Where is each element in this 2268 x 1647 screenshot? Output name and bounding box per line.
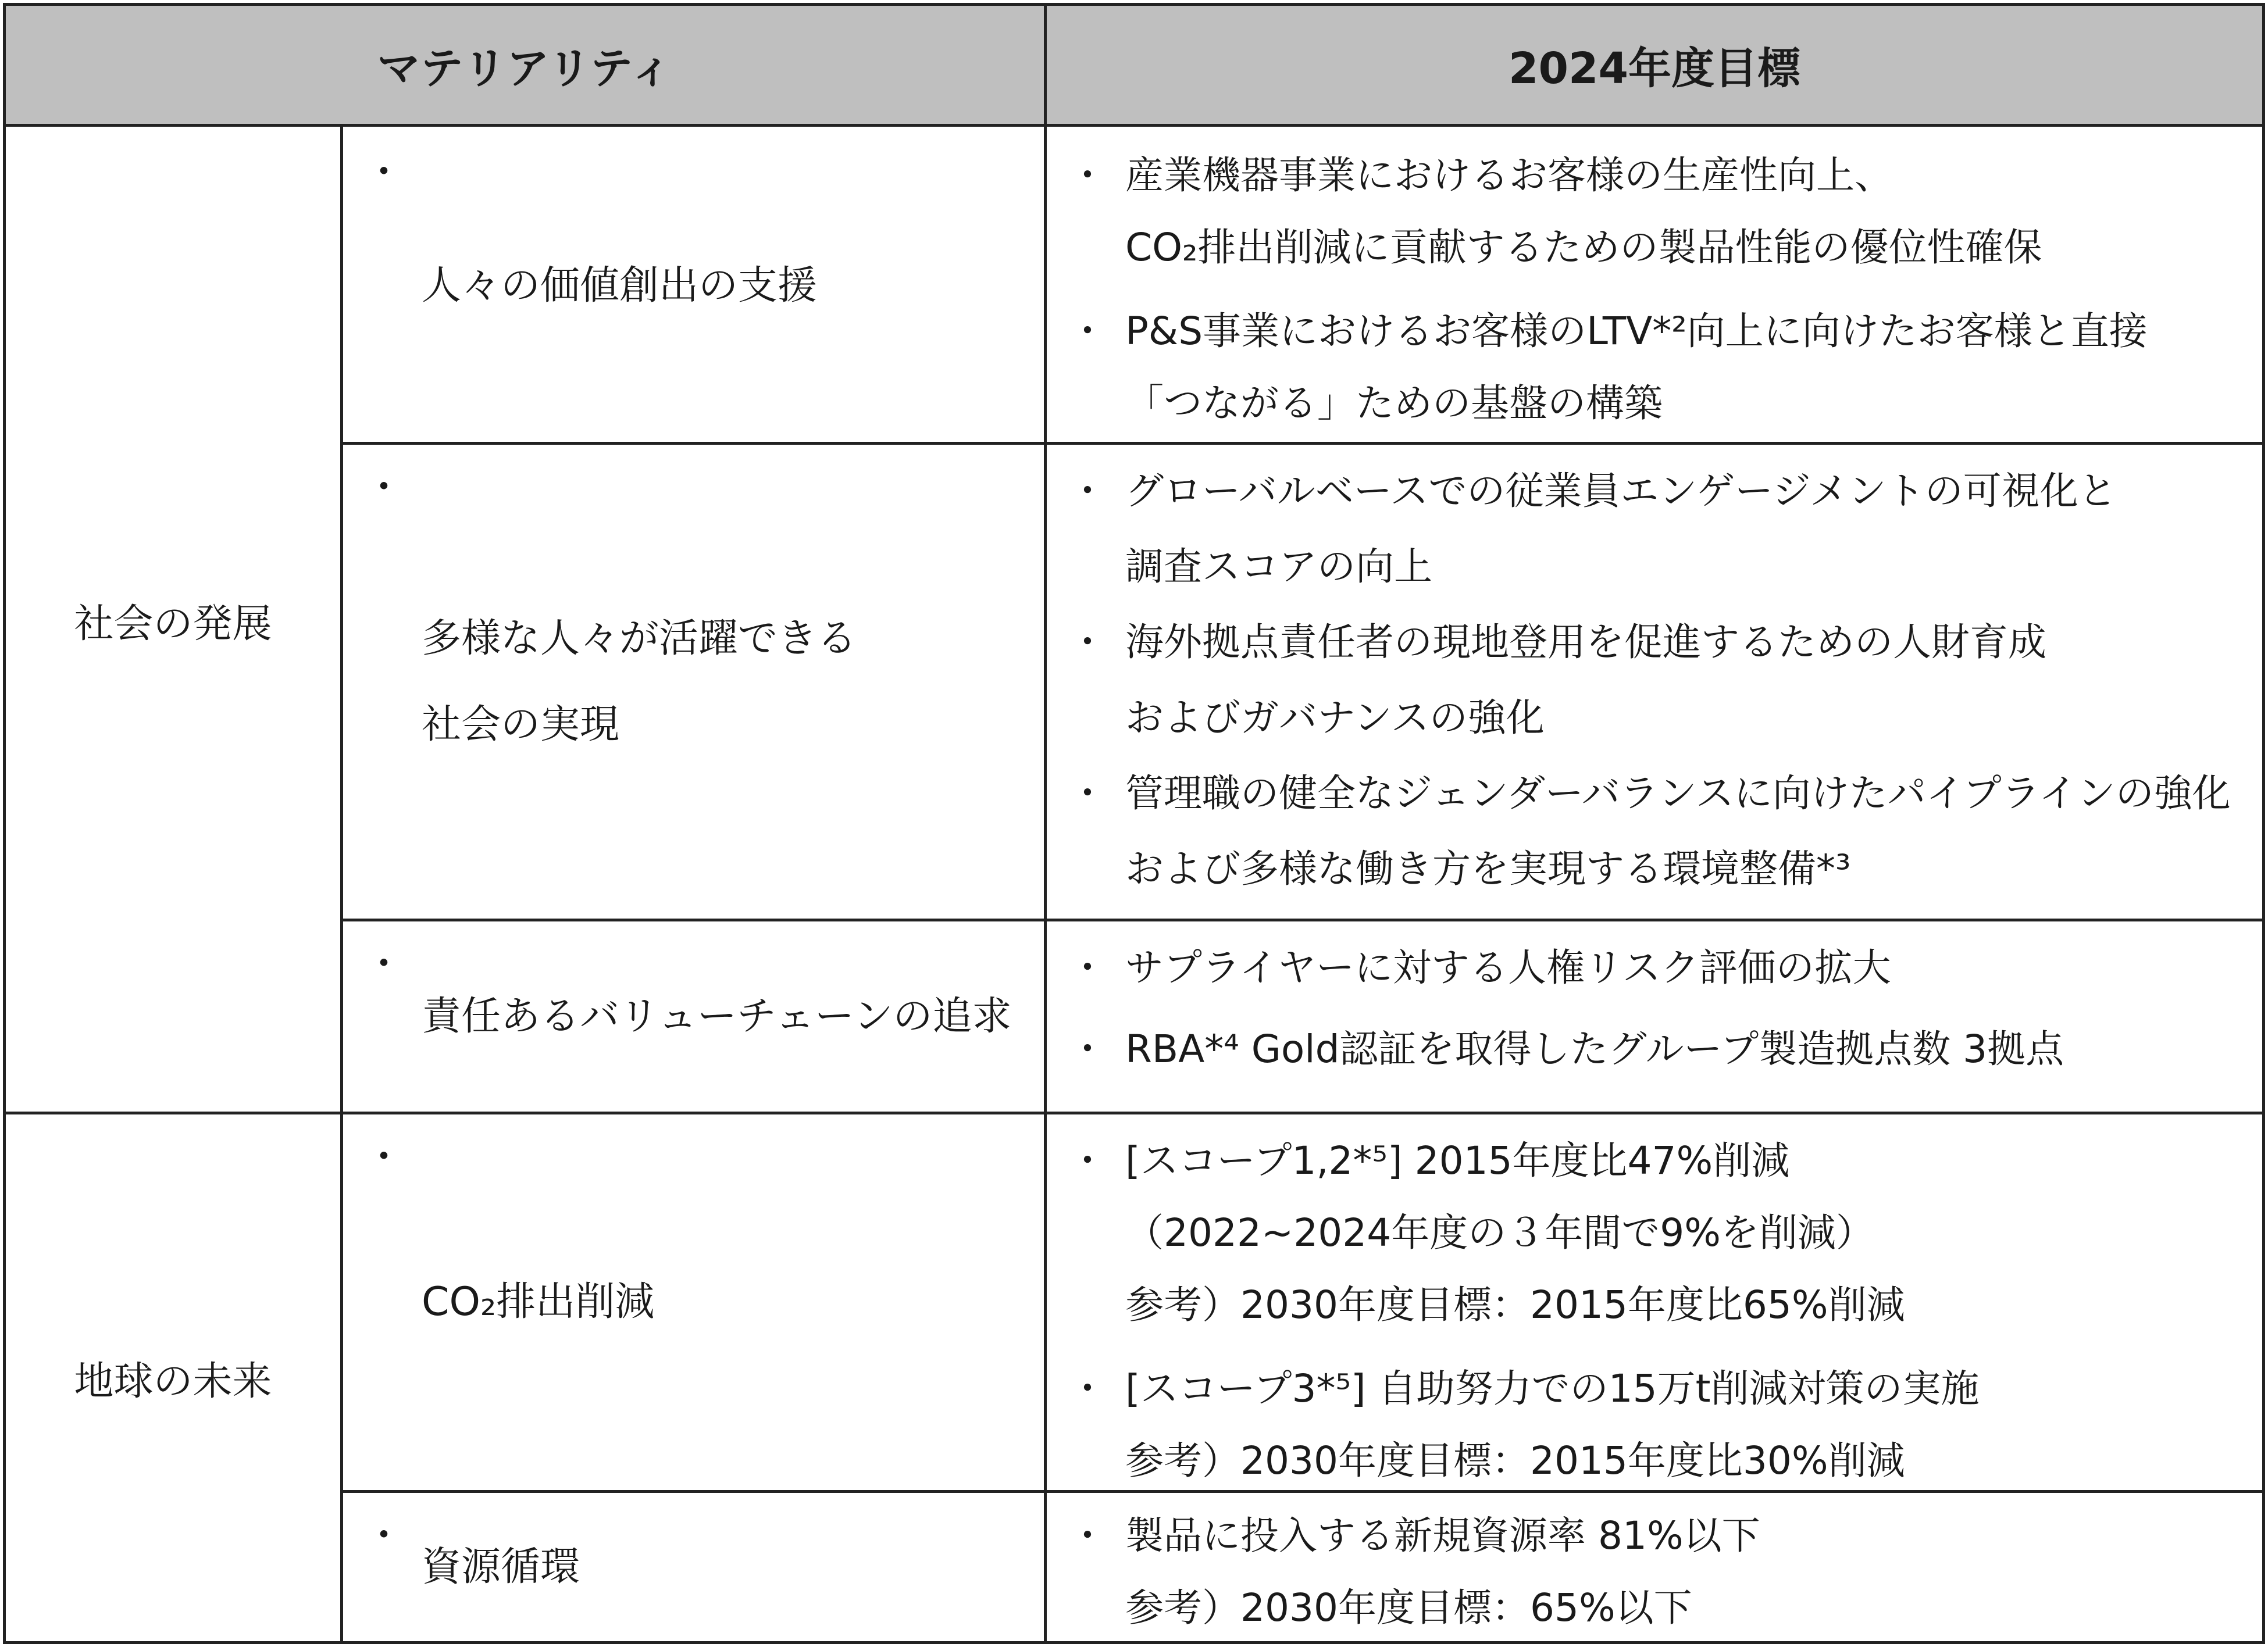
column-divider xyxy=(340,127,343,1641)
column-divider xyxy=(1044,6,1047,1641)
materiality-label: 責任あるバリューチェーンの追求 xyxy=(422,993,1012,1039)
target-text: 産業機器事業におけるお客様の生産性向上、 CO₂排出削減に貢献するための製品性能の優位性確保 xyxy=(1125,153,2042,270)
target-item xyxy=(1050,930,2265,1006)
bullet: ・ xyxy=(1068,1138,1107,1183)
target-cell xyxy=(1050,140,2265,440)
bullet: ・ xyxy=(363,1513,404,1559)
materiality-label: CO₂排出削減 xyxy=(422,1279,655,1325)
target-item xyxy=(1050,1012,2265,1087)
header-materiality: マテリアリティ xyxy=(6,6,1044,127)
target-item xyxy=(1050,140,2265,284)
bullet: ・ xyxy=(1068,153,1107,198)
target-cell xyxy=(1050,1125,2265,1497)
materiality-label: 人々の価値創出の支援 xyxy=(422,262,818,309)
target-text: RBA*⁴ Gold認証を取得したグループ製造拠点数 3拠点 xyxy=(1125,1027,2064,1071)
header-target-2024: 2024年度目標 xyxy=(1047,6,2262,127)
target-text: 管理職の健全なジェンダーバランスに向けたパイプラインの強化 および多様な働き方を実現する環境整備*³ xyxy=(1125,771,2231,891)
target-text: P&S事業におけるお客様のLTV*²向上に向けたお客様と直接 「つながる」ための基盤の構築 xyxy=(1125,309,2148,426)
bullet: ・ xyxy=(1068,469,1107,513)
target-item xyxy=(1050,1500,2265,1644)
materiality-cell xyxy=(346,130,1044,442)
bullet: ・ xyxy=(1068,1027,1107,1071)
bullet: ・ xyxy=(1068,620,1107,664)
target-text: グローバルベースでの従業員エンゲージメントの可視化と 調査スコアの向上 xyxy=(1125,469,2117,589)
materiality-cell xyxy=(346,921,1044,1112)
category-planet: 地球の未来 xyxy=(74,1358,272,1405)
materiality-label: 資源循環 xyxy=(422,1544,580,1590)
bullet: ・ xyxy=(1068,1513,1107,1558)
target-text: [スコープ1,2*⁵] 2015年度比47%削減 （2022~2024年度の３年間で9%を削減） 参考）2030年度目標：2015年度比65%削減 xyxy=(1125,1138,1905,1327)
bullet: ・ xyxy=(363,1134,404,1180)
materiality-label: 多様な人々が活躍できる 社会の実現 xyxy=(422,615,857,748)
target-item xyxy=(1050,295,2265,440)
target-item xyxy=(1050,605,2265,756)
bullet: ・ xyxy=(1068,1366,1107,1411)
bullet: ・ xyxy=(363,941,404,987)
target-cell xyxy=(1050,1500,2265,1644)
bullet: ・ xyxy=(363,465,404,510)
target-text: 製品に投入する新規資源率 81%以下 参考）2030年度目標：65%以下 xyxy=(1125,1513,1760,1630)
materiality-cell xyxy=(346,1493,1044,1641)
target-text: 海外拠点責任者の現地登用を促進するための人財育成 およびガバナンスの強化 xyxy=(1125,620,2046,740)
bullet: ・ xyxy=(363,149,404,195)
target-item xyxy=(1050,756,2265,907)
target-cell xyxy=(1050,453,2265,907)
bullet: ・ xyxy=(1068,945,1107,990)
category-society: 社会の発展 xyxy=(74,601,272,647)
group-divider xyxy=(6,1112,2262,1114)
target-text: サプライヤーに対する人権リスク評価の拡大 xyxy=(1125,945,1891,990)
target-item xyxy=(1050,1353,2265,1497)
materiality-table xyxy=(3,3,2265,1644)
target-item xyxy=(1050,453,2265,605)
target-cell xyxy=(1050,930,2265,1087)
materiality-cell xyxy=(346,1114,1044,1490)
target-text: [スコープ3*⁵] 自助努力での15万t削減対策の実施 参考）2030年度目標：2015年度比30%削減 xyxy=(1125,1366,1980,1483)
materiality-cell xyxy=(346,445,1044,919)
target-item xyxy=(1050,1125,2265,1341)
bullet: ・ xyxy=(1068,771,1107,816)
bullet: ・ xyxy=(1068,309,1107,353)
